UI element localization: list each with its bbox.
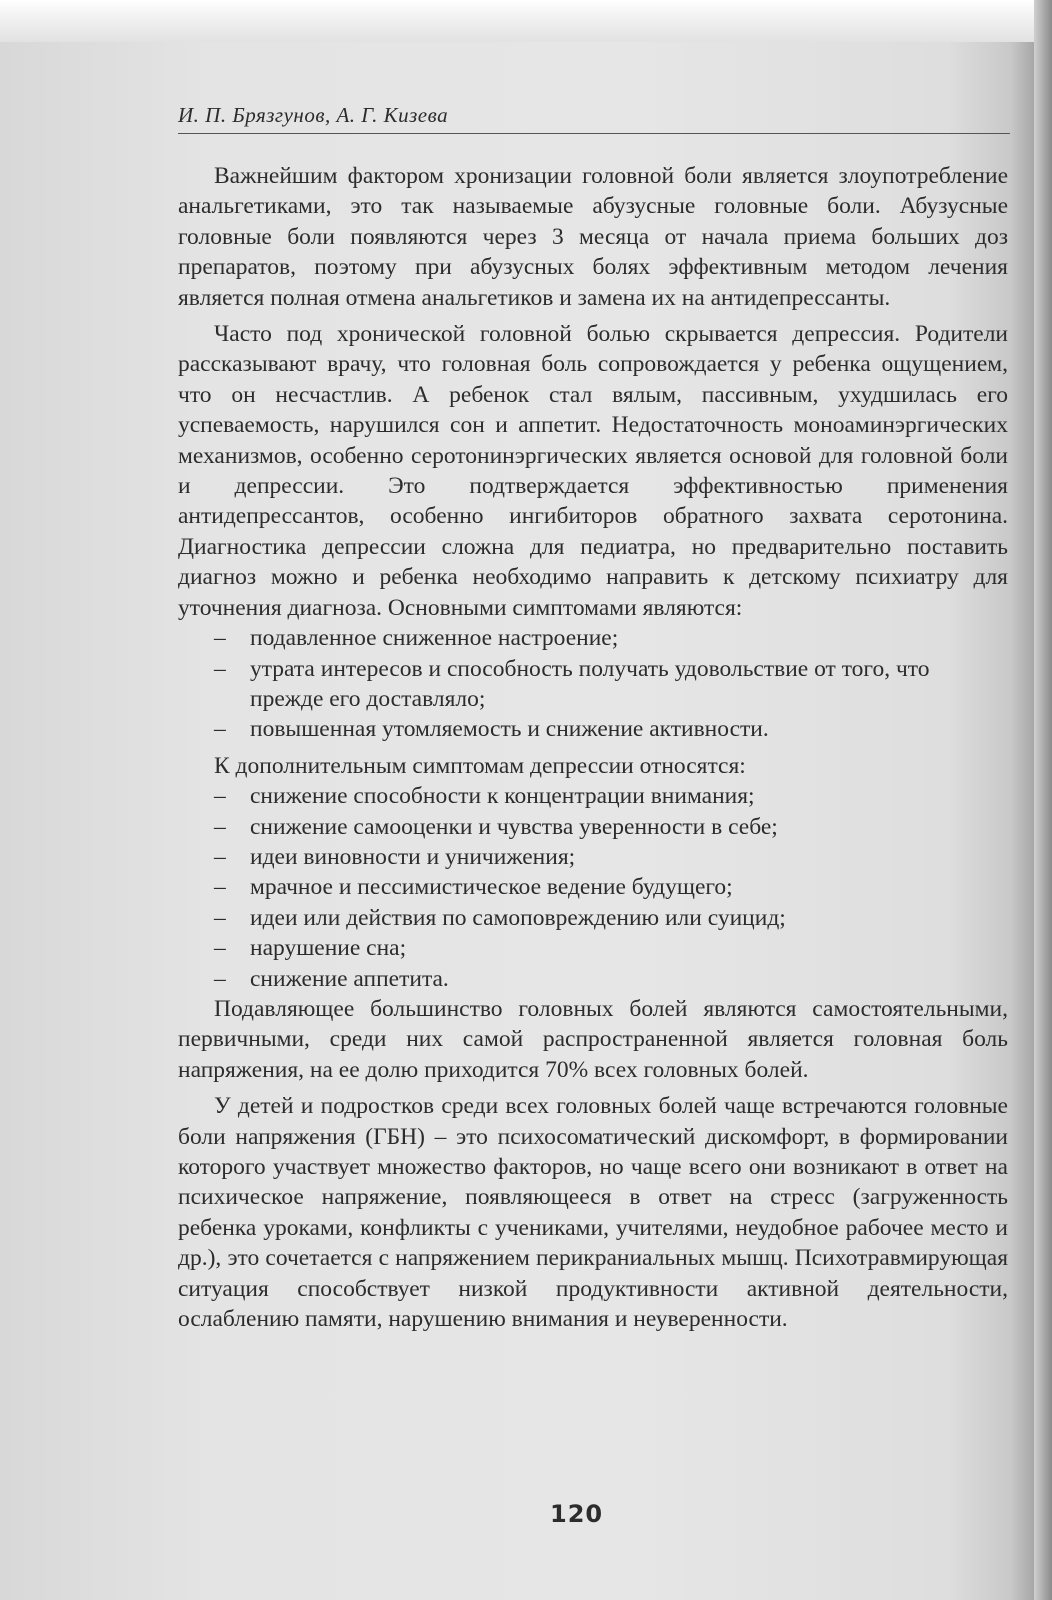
list-dash: – [214, 904, 226, 931]
list-item [178, 812, 1008, 842]
list-item [178, 933, 1008, 963]
paragraph-additional-symptoms-intro: К дополнительным симптомам депрессии относятся: [214, 752, 746, 779]
paragraph-abuse-headache: Важнейшим фактором хронизации головной боли является злоупотребление анальгетиками, это так называемые абузусные головные боли. Абузусные головные боли появляются через 3 месяца от начала приема больших доз препаратов, поэтому при абузусных болях эффективным методом лечения является полная отмена анальгетиков и замена их на антидепрессанты. [178, 163, 1008, 311]
page-number: 120 [550, 1500, 604, 1528]
list-item-text: повышенная утомляемость и снижение активности. [250, 716, 769, 743]
list-item [178, 781, 1008, 811]
list-dash: – [214, 716, 226, 743]
paragraph-primary-headaches: Подавляющее большинство головных болей являются самостоятельными, первичными, среди них самой распространенной является головная боль напряжения, на ее долю приходится 70% всех головных болей. [178, 995, 1008, 1083]
list-dash: – [214, 655, 226, 682]
list-item-text: идеи или действия по самоповреждению или суицид; [250, 904, 786, 931]
paragraph-depression: Часто под хронической головной болью скрывается депрессия. Родители рассказывают врачу, что головная боль сопровождается у ребенка ощущением, что он несчастлив. А ребенок стал вялым, пассивным, ухудшилась его успеваемость, нарушился сон и аппетит. Недостаточность моноаминэргических механизмов, особенно серотонинэргических является основой для головной боли и депрессии. Это подтверждается эффективностью применения антидепрессантов, особенно ингибиторов обратного захвата серотонина. Диагностика депрессии сложна для педиатра, но предварительно поставить диагноз можно и ребенка необходимо направить к детскому психиатру для уточнения диагноза. Основными симптомами являются: [178, 321, 1008, 621]
list-item [178, 623, 1008, 653]
list-item-text: мрачное и пессимистическое ведение будущего; [250, 874, 733, 901]
list-item-text: подавленное сниженное настроение; [250, 625, 619, 652]
list-item-text: нарушение сна; [250, 935, 407, 962]
list-dash: – [214, 965, 226, 992]
list-item-text: снижение самооценки и чувства уверенности в себе; [250, 813, 778, 840]
main-symptoms-list [178, 623, 1008, 745]
list-dash: – [214, 625, 226, 652]
list-item [178, 842, 1008, 872]
additional-symptoms-list [178, 781, 1008, 994]
list-dash: – [214, 783, 226, 810]
list-item [178, 964, 1008, 994]
list-item-text: снижение аппетита. [250, 965, 449, 992]
list-item [178, 714, 1008, 744]
body-text [178, 161, 1008, 1334]
list-dash: – [214, 935, 226, 962]
running-head [178, 101, 1010, 134]
list-dash: – [214, 874, 226, 901]
list-dash: – [214, 813, 226, 840]
running-head-authors: И. П. Брязгунов, А. Г. Кизева [178, 103, 449, 127]
list-item [178, 654, 1008, 715]
list-item [178, 872, 1008, 902]
list-item [178, 903, 1008, 933]
list-dash: – [214, 843, 226, 870]
list-item-text: утрата интересов и способность получать удовольствие от того, что прежде его доставляло; [250, 655, 930, 712]
scan-top-shadow [0, 0, 1052, 42]
scan-right-edge [1034, 0, 1052, 1600]
paragraph-tension-headache: У детей и подростков среди всех головных болей чаще встречаются головные боли напряжения (ГБН) – это психосоматический дискомфорт, в формировании которого участвует множество факторов, но чаще всего они возникают в ответ на психическое напряжение, появляющееся в ответ на стресс (загруженность ребенка уроками, конфликты с учениками, учителями, неудобное рабочее место и др.), это сочетается с напряжением перикраниальных мышц. Психотравмирующая ситуация способствует низкой продуктивности активной деятельности, ослаблению памяти, нарушению внимания и неуверенности. [178, 1093, 1008, 1333]
list-item-text: идеи виновности и уничижения; [250, 843, 576, 870]
list-item-text: снижение способности к концентрации внимания; [250, 783, 755, 810]
